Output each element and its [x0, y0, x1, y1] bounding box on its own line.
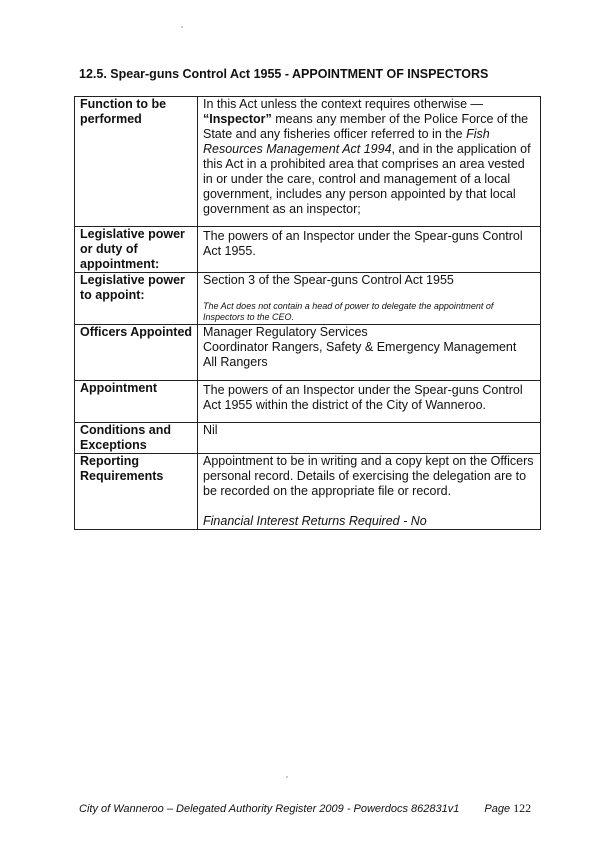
act-reference: Fish Resources Management Act 1994: [203, 127, 490, 156]
officer-line: Coordinator Rangers, Safety & Emergency Management: [203, 340, 517, 354]
row-label-power-to-appoint: Legislative power to appoint:: [75, 273, 198, 325]
definition-text-b: , and in the application of this Act in a prohibited area that comprises an area vested in or under the care, control and management of a local government, includes any person appointed by that local government as an inspector;: [203, 142, 531, 216]
legislative-duty-text: The powers of an Inspector under the Spear-guns Control Act 1955.: [203, 229, 523, 258]
inspector-definition: [203, 112, 536, 217]
table-row: [75, 325, 541, 381]
table-row: [75, 227, 541, 273]
footer-text: City of Wanneroo – Delegated Authority Register 2009 - Powerdocs 862831v1: [79, 803, 460, 815]
table-row: [75, 454, 541, 530]
reporting-text: Appointment to be in writing and a copy kept on the Officers personal record. Details of exercising the delegation are to be recorded on the appropriate file or record.: [203, 454, 534, 498]
officer-line: All Rangers: [203, 355, 268, 369]
scan-speck-top: [181, 26, 183, 28]
reporting-note: Financial Interest Returns Required - No: [203, 514, 427, 528]
row-value-legislative-duty: [198, 227, 541, 273]
page-footer: [79, 801, 531, 816]
table-row: [75, 273, 541, 325]
row-label-legislative-duty: Legislative power or duty of appointment:: [75, 227, 198, 273]
definition-text-a: means any member of the Police Force of the State and any fisheries officer referred to in the: [203, 112, 529, 141]
defined-term: “Inspector”: [203, 112, 272, 126]
table-row: [75, 97, 541, 227]
section-heading: 12.5. Spear-guns Control Act 1955 - APPOINTMENT OF INSPECTORS: [79, 67, 489, 81]
power-to-appoint-note: The Act does not contain a head of power to delegate the appointment of Inspectors to the CEO.: [203, 301, 494, 322]
function-intro: In this Act unless the context requires otherwise —: [203, 97, 483, 111]
row-label-officers: Officers Appointed: [75, 325, 198, 381]
footer-page-number: 122: [513, 801, 532, 815]
row-value-appointment: [198, 381, 541, 423]
scan-speck-bottom: [286, 776, 288, 778]
appointment-text: The powers of an Inspector under the Spear-guns Control Act 1955 within the district of the City of Wanneroo.: [203, 383, 523, 412]
footer-page-label: Page: [484, 803, 511, 815]
row-value-conditions: [198, 423, 541, 454]
row-value-reporting: [198, 454, 541, 530]
power-to-appoint-text: Section 3 of the Spear-guns Control Act 1955: [203, 273, 454, 287]
row-label-conditions: Conditions and Exceptions: [75, 423, 198, 454]
conditions-text: Nil: [203, 423, 218, 437]
row-label-appointment: Appointment: [75, 381, 198, 423]
table-row: [75, 423, 541, 454]
row-label-reporting: Reporting Requirements: [75, 454, 198, 530]
delegation-table: [74, 96, 541, 530]
officer-line: Manager Regulatory Services: [203, 325, 368, 339]
table-row: [75, 381, 541, 423]
row-value-officers: [198, 325, 541, 381]
row-value-power-to-appoint: [198, 273, 541, 325]
row-label-function: Function to be performed: [75, 97, 198, 227]
row-value-function: [198, 97, 541, 227]
